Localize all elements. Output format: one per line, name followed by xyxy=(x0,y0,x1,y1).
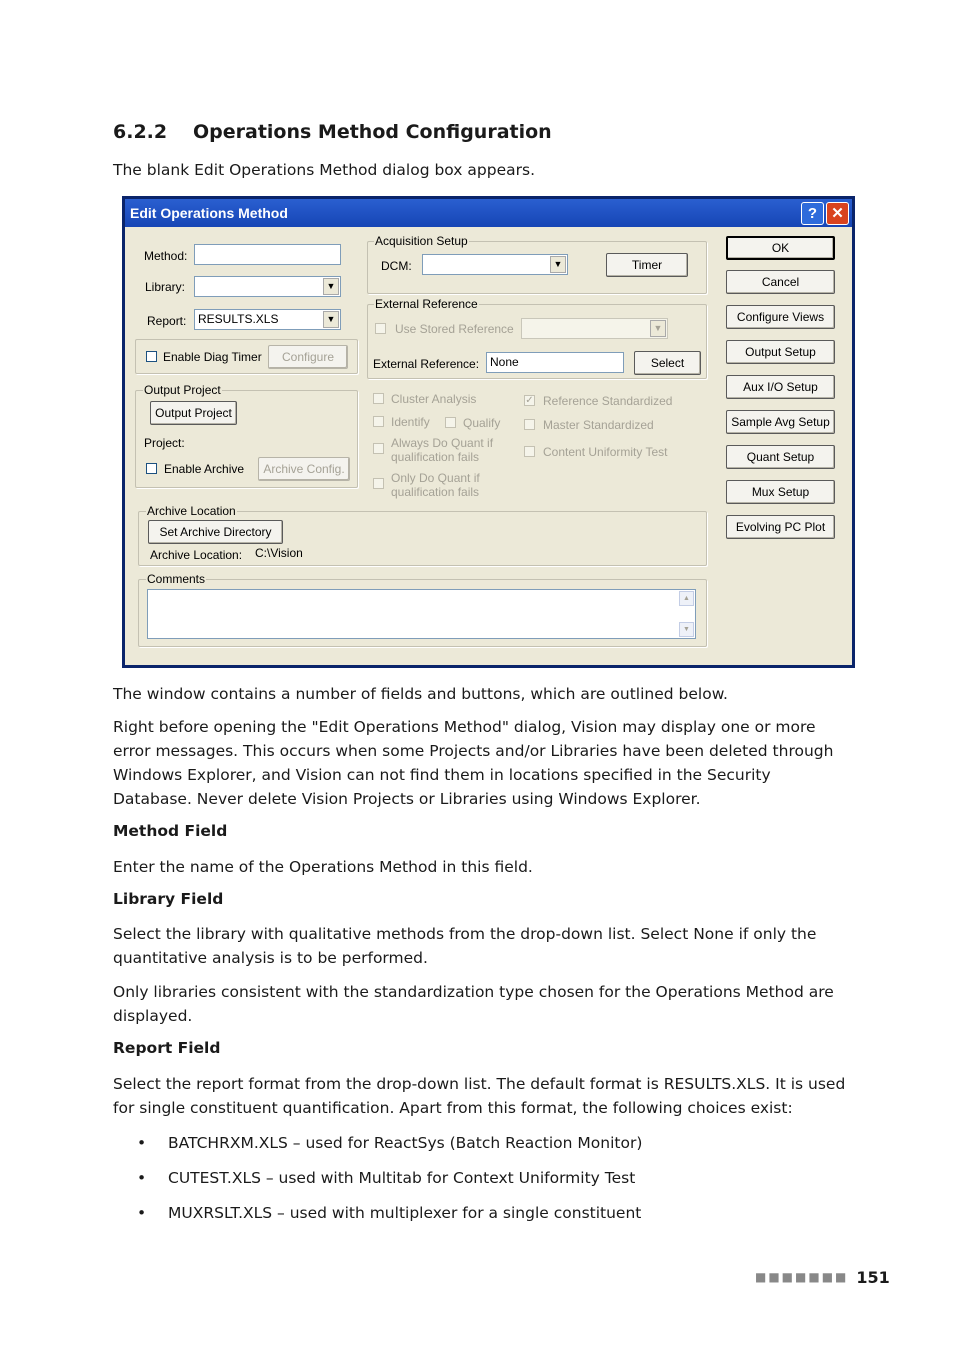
report-format-list xyxy=(113,1131,642,1236)
timer-button[interactable]: Timer xyxy=(606,253,688,277)
library-field-text-1: Select the library with qualitative methods from the drop-down list. Select None if only the quantitative analysis is to be performed. xyxy=(113,925,817,967)
only-do-quant-line-1: Only Do Quant if xyxy=(391,471,480,485)
cluster-analysis-label: Cluster Analysis xyxy=(391,392,477,406)
section-title: Operations Method Configuration xyxy=(193,121,552,143)
sample-avg-setup-button[interactable]: Sample Avg Setup xyxy=(726,410,835,434)
acquisition-setup-group-label: Acquisition Setup xyxy=(375,234,468,248)
library-dropdown[interactable] xyxy=(194,276,341,297)
report-value: RESULTS.XLS xyxy=(198,312,279,326)
chevron-down-icon[interactable]: ▼ xyxy=(323,278,339,295)
report-field-heading: Report Field xyxy=(113,1039,221,1057)
section-number: 6.2.2 xyxy=(113,121,168,143)
list-item: • MUXRSLT.XLS – used with multiplexer for a single constituent xyxy=(113,1201,642,1236)
content-uniformity-checkbox[interactable] xyxy=(524,446,535,457)
footer-dots: ■■■■■■■ xyxy=(755,1270,849,1284)
configure-button[interactable]: Configure xyxy=(268,345,348,369)
archive-location-group-label: Archive Location xyxy=(147,504,236,518)
reference-standardized-checkbox[interactable]: ✓ xyxy=(525,395,534,406)
library-field-text-2: Only libraries consistent with the standardization type chosen for the Operations Method are displayed. xyxy=(113,983,834,1025)
qualify-label: Qualify xyxy=(463,416,501,430)
identify-label: Identify xyxy=(391,415,430,429)
output-project-group-label: Output Project xyxy=(144,383,221,397)
report-field-text: Select the report format from the drop-down list. The default format is RESULTS.XLS. It is used for single constituent quantification. Apart from this format, the following choices exist: xyxy=(113,1075,846,1117)
method-label: Method: xyxy=(144,249,188,263)
mux-setup-button[interactable]: Mux Setup xyxy=(726,480,835,504)
archive-config-button[interactable]: Archive Config. xyxy=(258,457,350,481)
enable-archive-checkbox[interactable] xyxy=(146,463,157,474)
content-uniformity-label: Content Uniformity Test xyxy=(543,445,668,459)
method-input[interactable] xyxy=(194,244,341,265)
chevron-down-icon[interactable]: ▼ xyxy=(550,256,566,273)
quant-setup-button[interactable]: Quant Setup xyxy=(726,445,835,469)
dialog-titlebar xyxy=(125,199,852,227)
dialog-client-area xyxy=(125,227,852,665)
select-button[interactable]: Select xyxy=(634,351,701,375)
close-icon[interactable]: ✕ xyxy=(826,202,849,225)
external-reference-input[interactable]: None xyxy=(486,352,624,373)
body-paragraph-1: The window contains a number of fields and buttons, which are outlined below. xyxy=(113,685,728,703)
report-label: Report: xyxy=(147,314,187,328)
help-icon[interactable]: ? xyxy=(801,202,824,225)
page-footer xyxy=(755,1268,890,1287)
evolving-pc-plot-button[interactable]: Evolving PC Plot xyxy=(726,515,835,539)
external-reference-group-label: External Reference xyxy=(375,297,478,311)
dcm-label: DCM: xyxy=(381,259,412,273)
project-label: Project: xyxy=(144,436,185,450)
dcm-dropdown[interactable] xyxy=(422,254,568,275)
always-do-quant-label xyxy=(391,436,493,464)
intro-paragraph: The blank Edit Operations Method dialog box appears. xyxy=(113,161,535,179)
always-do-quant-line-2: qualification fails xyxy=(391,450,480,464)
ok-button[interactable]: OK xyxy=(726,236,835,260)
only-do-quant-checkbox[interactable] xyxy=(373,478,384,489)
reference-standardized-label: Reference Standardized xyxy=(543,394,673,408)
set-archive-directory-button[interactable]: Set Archive Directory xyxy=(148,520,283,544)
section-heading xyxy=(113,121,552,143)
archive-location-label: Archive Location: xyxy=(150,548,243,562)
scroll-up-icon[interactable]: ▲ xyxy=(679,591,694,606)
chevron-down-icon[interactable]: ▼ xyxy=(650,320,666,337)
use-stored-reference-label: Use Stored Reference xyxy=(395,322,514,336)
qualify-checkbox[interactable] xyxy=(445,417,456,428)
scroll-down-icon[interactable]: ▼ xyxy=(679,622,694,637)
always-do-quant-checkbox[interactable] xyxy=(373,443,384,454)
edit-operations-method-dialog xyxy=(122,196,855,668)
chevron-down-icon[interactable]: ▼ xyxy=(323,311,339,328)
enable-diag-timer-checkbox[interactable] xyxy=(146,351,157,362)
list-item: • BATCHRXM.XLS – used for ReactSys (Batch Reaction Monitor) xyxy=(113,1131,642,1166)
master-standardized-label: Master Standardized xyxy=(543,418,654,432)
body-paragraph-2: Right before opening the "Edit Operations Method" dialog, Vision may display one or more error messages. This occurs when some Projects and/or Libraries have been deleted through Windows Explorer, and Vision can not find them in locations specified in the Security Database. Never delete Vision Projects or Libraries using Windows Explorer. xyxy=(113,718,834,808)
stored-reference-dropdown[interactable] xyxy=(521,318,668,339)
external-reference-label: External Reference: xyxy=(373,357,480,371)
enable-diag-timer-label: Enable Diag Timer xyxy=(163,350,262,364)
list-item: • CUTEST.XLS – used with Multitab for Context Uniformity Test xyxy=(113,1166,642,1201)
identify-checkbox[interactable] xyxy=(373,416,384,427)
use-stored-reference-checkbox[interactable] xyxy=(375,323,386,334)
archive-location-value: C:\Vision xyxy=(255,546,303,560)
library-field-heading: Library Field xyxy=(113,890,224,908)
method-field-text: Enter the name of the Operations Method in this field. xyxy=(113,858,533,876)
output-setup-button[interactable]: Output Setup xyxy=(726,340,835,364)
report-dropdown[interactable] xyxy=(194,309,341,330)
comments-textarea[interactable] xyxy=(147,589,696,639)
aux-io-setup-button[interactable]: Aux I/O Setup xyxy=(726,375,835,399)
master-standardized-checkbox[interactable] xyxy=(524,419,535,430)
page-number: 151 xyxy=(856,1268,890,1287)
dialog-title: Edit Operations Method xyxy=(130,205,288,221)
method-field-heading: Method Field xyxy=(113,822,228,840)
only-do-quant-line-2: qualification fails xyxy=(391,485,480,499)
only-do-quant-label xyxy=(391,471,480,499)
configure-views-button[interactable]: Configure Views xyxy=(726,305,835,329)
comments-group-label: Comments xyxy=(147,572,206,586)
output-project-button[interactable]: Output Project xyxy=(150,401,237,425)
library-label: Library: xyxy=(145,280,186,294)
cluster-analysis-checkbox[interactable] xyxy=(373,393,384,404)
always-do-quant-line-1: Always Do Quant if xyxy=(391,436,494,450)
enable-archive-label: Enable Archive xyxy=(164,462,245,476)
cancel-button[interactable]: Cancel xyxy=(726,270,835,294)
